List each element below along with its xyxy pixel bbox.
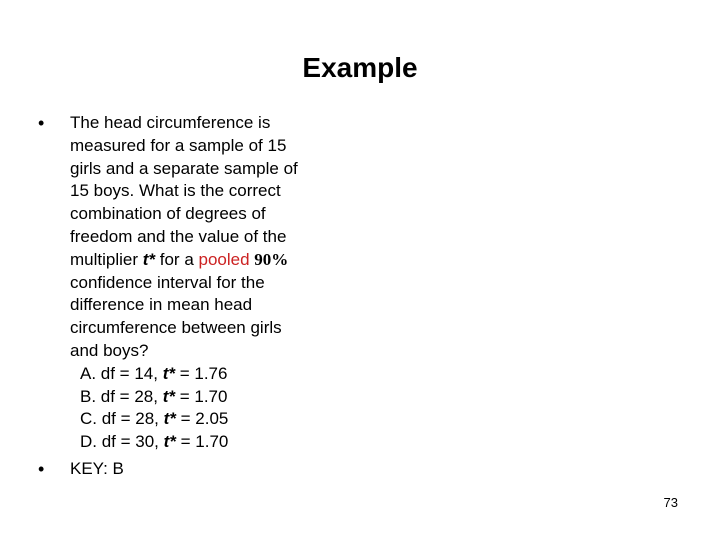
t-star-symbol: t* bbox=[162, 363, 175, 383]
choice-text: D. df = 30, bbox=[80, 432, 164, 452]
answer-choice-c bbox=[70, 408, 370, 431]
pooled-highlight: pooled bbox=[198, 249, 250, 269]
question-line: girls and a separate sample of bbox=[70, 158, 298, 178]
page-number: 73 bbox=[663, 495, 678, 510]
choice-text: A. df = 14, bbox=[80, 363, 163, 383]
choice-value: = 1.70 bbox=[174, 386, 228, 406]
confidence-percent: 90% bbox=[254, 249, 289, 269]
choice-value: = 1.70 bbox=[175, 432, 229, 452]
slide-title: Example bbox=[302, 52, 418, 83]
choice-text: B. df = 28, bbox=[80, 386, 163, 406]
answer-choice-d bbox=[70, 431, 370, 454]
t-star-symbol: t* bbox=[163, 432, 176, 452]
t-star-symbol: t* bbox=[162, 386, 175, 406]
question-line: difference in mean head bbox=[70, 295, 253, 315]
question-line: measured for a sample of 15 bbox=[70, 135, 287, 155]
question-line bbox=[70, 249, 370, 272]
question-line: combination of degrees of bbox=[70, 204, 266, 224]
t-star-symbol: t* bbox=[142, 249, 156, 269]
question-line: confidence interval for the bbox=[70, 272, 265, 292]
question-text-fragment: multiplier bbox=[70, 249, 143, 269]
question-text bbox=[70, 112, 370, 454]
answer-choice-b bbox=[70, 386, 370, 409]
bullet-marker: • bbox=[38, 459, 45, 479]
question-line: The head circumference is bbox=[70, 113, 271, 132]
t-star-symbol: t* bbox=[163, 409, 176, 429]
choice-value: = 1.76 bbox=[174, 363, 228, 383]
answer-key: KEY: B bbox=[70, 459, 124, 478]
choice-value: = 2.05 bbox=[175, 409, 229, 429]
question-line: and boys? bbox=[70, 340, 149, 360]
question-line: circumference between girls bbox=[70, 318, 282, 338]
question-text-fragment: for a bbox=[155, 249, 199, 269]
question-line: 15 boys. What is the correct bbox=[70, 181, 281, 201]
bullet-marker: • bbox=[38, 113, 45, 133]
choice-text: C. df = 28, bbox=[80, 409, 164, 429]
answer-choice-a bbox=[70, 363, 370, 386]
question-line: freedom and the value of the bbox=[70, 226, 287, 246]
